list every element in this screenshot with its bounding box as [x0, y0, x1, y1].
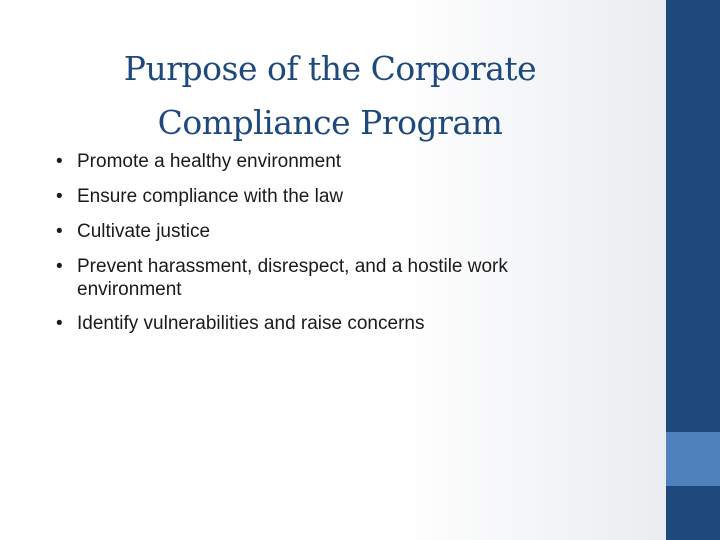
- bullet-item: [53, 185, 653, 208]
- bullet-dot-icon: •: [56, 221, 63, 242]
- slide-title-line-2: Compliance Program: [157, 103, 503, 143]
- bullet-text: Prevent harassment, disrespect, and a hostile work environment: [77, 256, 508, 300]
- bullet-text: Identify vulnerabilities and raise concerns: [77, 313, 425, 334]
- bullet-text: Ensure compliance with the law: [77, 186, 344, 207]
- bullet-item: [53, 150, 653, 173]
- bullet-dot-icon: •: [56, 151, 63, 172]
- bullet-dot-icon: •: [56, 313, 63, 334]
- bullet-item: [53, 220, 653, 243]
- bullet-item: [53, 255, 597, 301]
- bullet-text: Promote a healthy environment: [77, 151, 342, 172]
- slide-title-line-1: Purpose of the Corporate: [123, 49, 537, 89]
- bullet-list: [53, 150, 653, 335]
- bullet-item: [53, 312, 653, 335]
- bullet-text: Cultivate justice: [77, 221, 211, 242]
- bullet-dot-icon: •: [56, 256, 63, 277]
- slide-title: [60, 42, 600, 150]
- side-bar-accent-block: [666, 432, 720, 486]
- bullet-dot-icon: •: [56, 186, 63, 207]
